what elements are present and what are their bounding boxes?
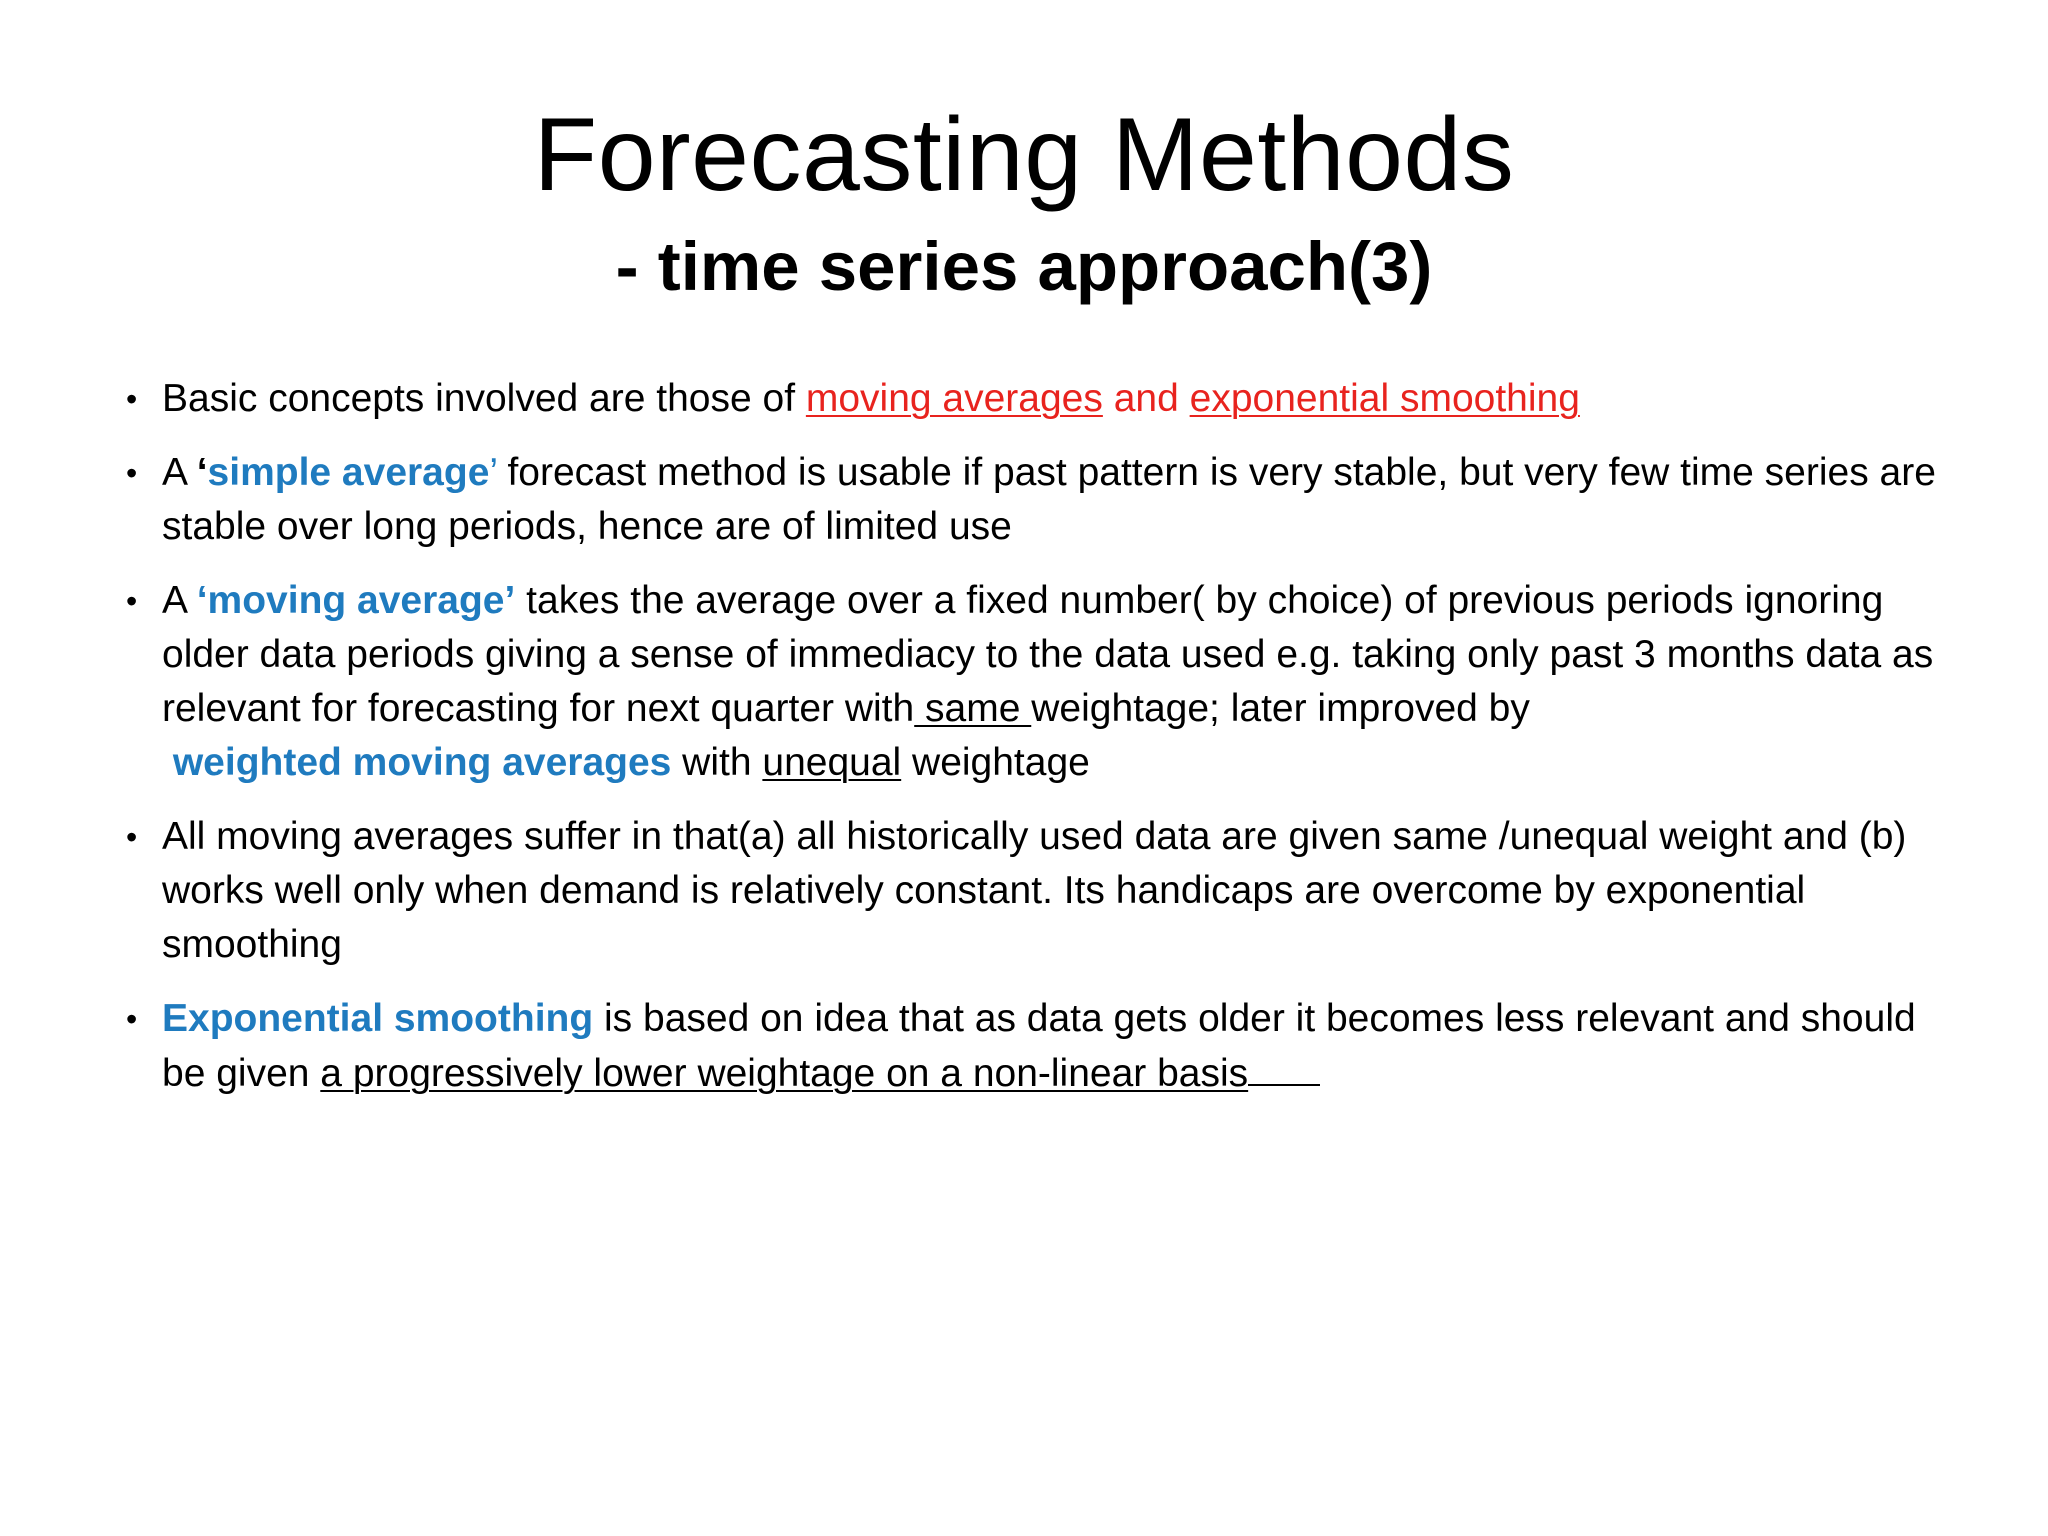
bullet-text: is based on idea that as data gets older it becomes less relevant and should be given [162,997,1916,1095]
bullet-dot-icon: • [126,1001,138,1037]
simple-average-term: simple average [207,451,490,494]
bullet-text: All moving averages suffer in that(a) all historically used data are given same /unequal weight and (b) works well only when demand is relatively constant. Its handicaps are overcome by exponential smoothing [162,815,1907,966]
bullet-list [126,372,1956,1121]
progressive-weightage-underlined: a progressively lower weightage on a non-linear basis [320,1052,1249,1095]
bullet-item-moving-averages-limitations [126,810,1956,972]
bullet-dot-icon: • [126,381,138,417]
bullet-text: with [671,741,763,784]
bullet-item-simple-average [126,446,1956,554]
moving-averages-term: moving averages [805,377,1103,420]
quote-close: ’ [489,451,497,494]
bullet-text: A [162,579,197,622]
bullet-text: Basic concepts involved are those of [162,377,806,420]
exponential-smoothing-term: exponential smoothing [1189,377,1580,420]
unequal-underlined: unequal [762,741,902,784]
same-underlined: same [914,687,1032,730]
bullet-dot-icon: • [126,583,138,619]
bullet-item-concepts [126,372,1956,426]
slide-title: Forecasting Methods [533,97,1515,213]
bullet-connector: and [1102,377,1190,420]
slide-subtitle: - time series approach(3) [615,228,1433,305]
bullet-text: A [162,451,197,494]
bullet-dot-icon: • [126,819,138,855]
trailing-underline [1248,1046,1320,1086]
bullet-item-exponential-smoothing [126,992,1956,1101]
bullet-text: forecast method is usable if past pattern is very stable, but very few time series are stable over long periods, hence are of limited use [162,451,1936,548]
bullet-text: weightage [901,741,1090,784]
quote-open: ‘ [196,451,208,494]
bullet-dot-icon: • [126,455,138,491]
bullet-text: weightage; later improved by [1031,687,1530,730]
bullet-text: takes the average over a fixed number( by choice) of previous periods ignoring older data periods giving a sense of immediacy to the data used e.g. taking only past 3 months data as relevant for forecasting for next quarter with [162,579,1934,730]
bullet-item-moving-average [126,574,1956,790]
weighted-moving-averages-term: weighted moving averages [172,741,672,784]
moving-average-term: ‘moving average’ [196,579,516,622]
exponential-smoothing-term: Exponential smoothing [162,997,594,1040]
